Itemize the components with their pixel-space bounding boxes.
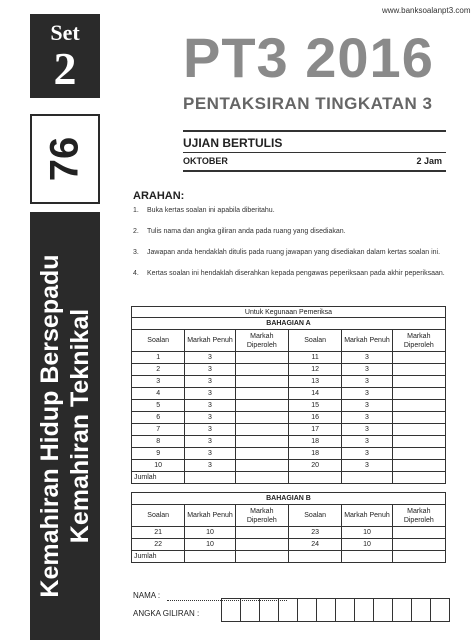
angka-giliran-label: ANGKA GILIRAN :	[133, 609, 200, 618]
full-mark: 10	[342, 539, 392, 551]
obtained-mark-field[interactable]	[235, 376, 288, 388]
question-number: 18	[288, 436, 341, 448]
paper-month: OKTOBER	[183, 156, 228, 166]
question-number: 5	[132, 400, 185, 412]
subject-title	[35, 212, 95, 640]
total-field[interactable]	[235, 551, 288, 563]
full-mark: 3	[185, 376, 235, 388]
table-row	[132, 352, 446, 364]
table-row	[132, 364, 446, 376]
obtained-mark-field[interactable]	[235, 364, 288, 376]
question-number: 6	[132, 412, 185, 424]
table-row	[132, 376, 446, 388]
table-header-a: Soalan Markah Penuh Markah Diperoleh Soalan Markah Penuh Markah Diperoleh	[132, 330, 446, 352]
full-mark: 3	[185, 364, 235, 376]
section-gap	[132, 484, 446, 493]
obtained-mark-field[interactable]	[392, 436, 445, 448]
full-mark: 3	[185, 388, 235, 400]
full-mark: 3	[342, 352, 392, 364]
obtained-mark-field[interactable]	[392, 460, 445, 472]
angka-giliran-box[interactable]	[259, 598, 279, 622]
obtained-mark-field[interactable]	[392, 376, 445, 388]
full-mark: 3	[342, 412, 392, 424]
table-row	[132, 527, 446, 539]
full-mark: 3	[185, 448, 235, 460]
full-mark: 3	[185, 460, 235, 472]
full-mark: 10	[342, 527, 392, 539]
obtained-mark-field[interactable]	[392, 539, 445, 551]
total-field[interactable]	[288, 551, 341, 563]
table-title: Untuk Kegunaan Pemeriksa	[132, 307, 446, 318]
full-mark: 3	[185, 400, 235, 412]
obtained-mark-field[interactable]	[235, 412, 288, 424]
table-row	[132, 448, 446, 460]
total-field[interactable]	[185, 551, 235, 563]
instructions-list	[133, 206, 448, 290]
exam-title: PT3 2016	[183, 26, 434, 89]
paper-date-row	[183, 152, 446, 166]
full-mark: 3	[185, 436, 235, 448]
total-row	[132, 472, 446, 484]
angka-giliran-box[interactable]	[221, 598, 241, 622]
full-mark: 3	[185, 352, 235, 364]
set-label: Set	[50, 20, 80, 45]
obtained-mark-field[interactable]	[235, 436, 288, 448]
instruction-item: 2. Tulis nama dan angka giliran anda pada ruang yang disediakan.	[133, 228, 346, 235]
full-mark: 3	[342, 460, 392, 472]
question-number: 8	[132, 436, 185, 448]
question-number: 7	[132, 424, 185, 436]
total-field[interactable]	[185, 472, 235, 484]
obtained-mark-field[interactable]	[392, 527, 445, 539]
website-url: www.banksoalanpt3.com	[382, 6, 471, 15]
question-number: 4	[132, 388, 185, 400]
question-number: 18	[288, 448, 341, 460]
table-row	[132, 400, 446, 412]
total-field[interactable]	[288, 472, 341, 484]
obtained-mark-field[interactable]	[392, 412, 445, 424]
obtained-mark-field[interactable]	[392, 448, 445, 460]
instruction-item: 4. Kertas soalan ini hendaklah diserahkan kepada pengawas peperiksaan pada akhir peperiksaan.	[133, 270, 445, 277]
angka-giliran-box[interactable]	[392, 598, 412, 622]
exam-subtitle: PENTAKSIRAN TINGKATAN 3	[183, 94, 433, 113]
table-header-b: Soalan Markah Penuh Markah Diperoleh Soalan Markah Penuh Markah Diperoleh	[132, 505, 446, 527]
table-row	[132, 388, 446, 400]
paper-code-box	[30, 114, 100, 204]
question-number: 15	[288, 400, 341, 412]
instruction-item: 1. Buka kertas soalan ini apabila diberitahu.	[133, 207, 275, 214]
paper-duration: 2 Jam	[416, 156, 442, 166]
question-number: 14	[288, 388, 341, 400]
obtained-mark-field[interactable]	[235, 539, 288, 551]
question-number: 24	[288, 539, 341, 551]
obtained-mark-field[interactable]	[392, 400, 445, 412]
name-label: NAMA :	[133, 591, 161, 600]
angka-giliran-box[interactable]	[297, 598, 317, 622]
question-number: 10	[132, 460, 185, 472]
obtained-mark-field[interactable]	[235, 460, 288, 472]
obtained-mark-field[interactable]	[235, 388, 288, 400]
question-number: 13	[288, 376, 341, 388]
angka-giliran-box[interactable]	[316, 598, 336, 622]
angka-giliran-box[interactable]	[354, 598, 374, 622]
question-number: 2	[132, 364, 185, 376]
obtained-mark-field[interactable]	[235, 352, 288, 364]
full-mark: 10	[185, 539, 235, 551]
full-mark: 3	[342, 364, 392, 376]
total-field[interactable]	[342, 472, 392, 484]
paper-name: UJIAN BERTULIS	[183, 136, 283, 150]
total-row	[132, 551, 446, 563]
question-number: 23	[288, 527, 341, 539]
table-row	[132, 424, 446, 436]
question-number: 3	[132, 376, 185, 388]
question-number: 21	[132, 527, 185, 539]
obtained-mark-field[interactable]	[392, 388, 445, 400]
total-field[interactable]	[392, 551, 445, 563]
question-number: 11	[288, 352, 341, 364]
obtained-mark-field[interactable]	[392, 352, 445, 364]
full-mark: 3	[342, 424, 392, 436]
question-number: 17	[288, 424, 341, 436]
obtained-mark-field[interactable]	[235, 527, 288, 539]
section-b-label: BAHAGIAN B	[132, 493, 446, 505]
angka-giliran-box[interactable]	[278, 598, 298, 622]
angka-giliran-box[interactable]	[373, 598, 393, 622]
angka-giliran-box[interactable]	[335, 598, 355, 622]
angka-giliran-box[interactable]	[430, 598, 450, 622]
subject-line-1: Kemahiran Hidup Bersepadu	[36, 254, 64, 598]
angka-giliran-box[interactable]	[411, 598, 431, 622]
subject-bar	[30, 212, 100, 640]
question-number: 22	[132, 539, 185, 551]
paper-code: 76	[42, 136, 87, 182]
question-number: 16	[288, 412, 341, 424]
set-number: 2	[53, 43, 77, 94]
total-label: Jumlah	[132, 472, 185, 484]
total-label: Jumlah	[132, 551, 185, 563]
angka-giliran-box[interactable]	[240, 598, 260, 622]
instruction-item: 3. Jawapan anda hendaklah ditulis pada ruang jawapan yang disediakan dalam kertas soalan ini.	[133, 249, 441, 256]
obtained-mark-field[interactable]	[392, 364, 445, 376]
total-field[interactable]	[342, 551, 392, 563]
table-row	[132, 460, 446, 472]
question-number: 12	[288, 364, 341, 376]
total-field[interactable]	[235, 472, 288, 484]
full-mark: 3	[185, 412, 235, 424]
obtained-mark-field[interactable]	[235, 400, 288, 412]
question-number: 9	[132, 448, 185, 460]
total-field[interactable]	[392, 472, 445, 484]
full-mark: 3	[342, 448, 392, 460]
question-number: 1	[132, 352, 185, 364]
table-row	[132, 412, 446, 424]
obtained-mark-field[interactable]	[392, 424, 445, 436]
full-mark: 10	[185, 527, 235, 539]
subject-line-2: Kemahiran Teknikal	[66, 308, 94, 544]
set-badge	[30, 14, 100, 98]
table-row	[132, 539, 446, 551]
section-a-label: BAHAGIAN A	[132, 318, 446, 330]
full-mark: 3	[342, 436, 392, 448]
obtained-mark-field[interactable]	[235, 448, 288, 460]
paper-info-box	[183, 130, 446, 172]
obtained-mark-field[interactable]	[235, 424, 288, 436]
examiner-table	[131, 306, 446, 563]
full-mark: 3	[342, 400, 392, 412]
full-mark: 3	[342, 388, 392, 400]
full-mark: 3	[185, 424, 235, 436]
table-row	[132, 436, 446, 448]
instructions-heading: ARAHAN:	[133, 190, 185, 202]
angka-giliran-boxes[interactable]	[222, 598, 450, 622]
question-number: 20	[288, 460, 341, 472]
full-mark: 3	[342, 376, 392, 388]
